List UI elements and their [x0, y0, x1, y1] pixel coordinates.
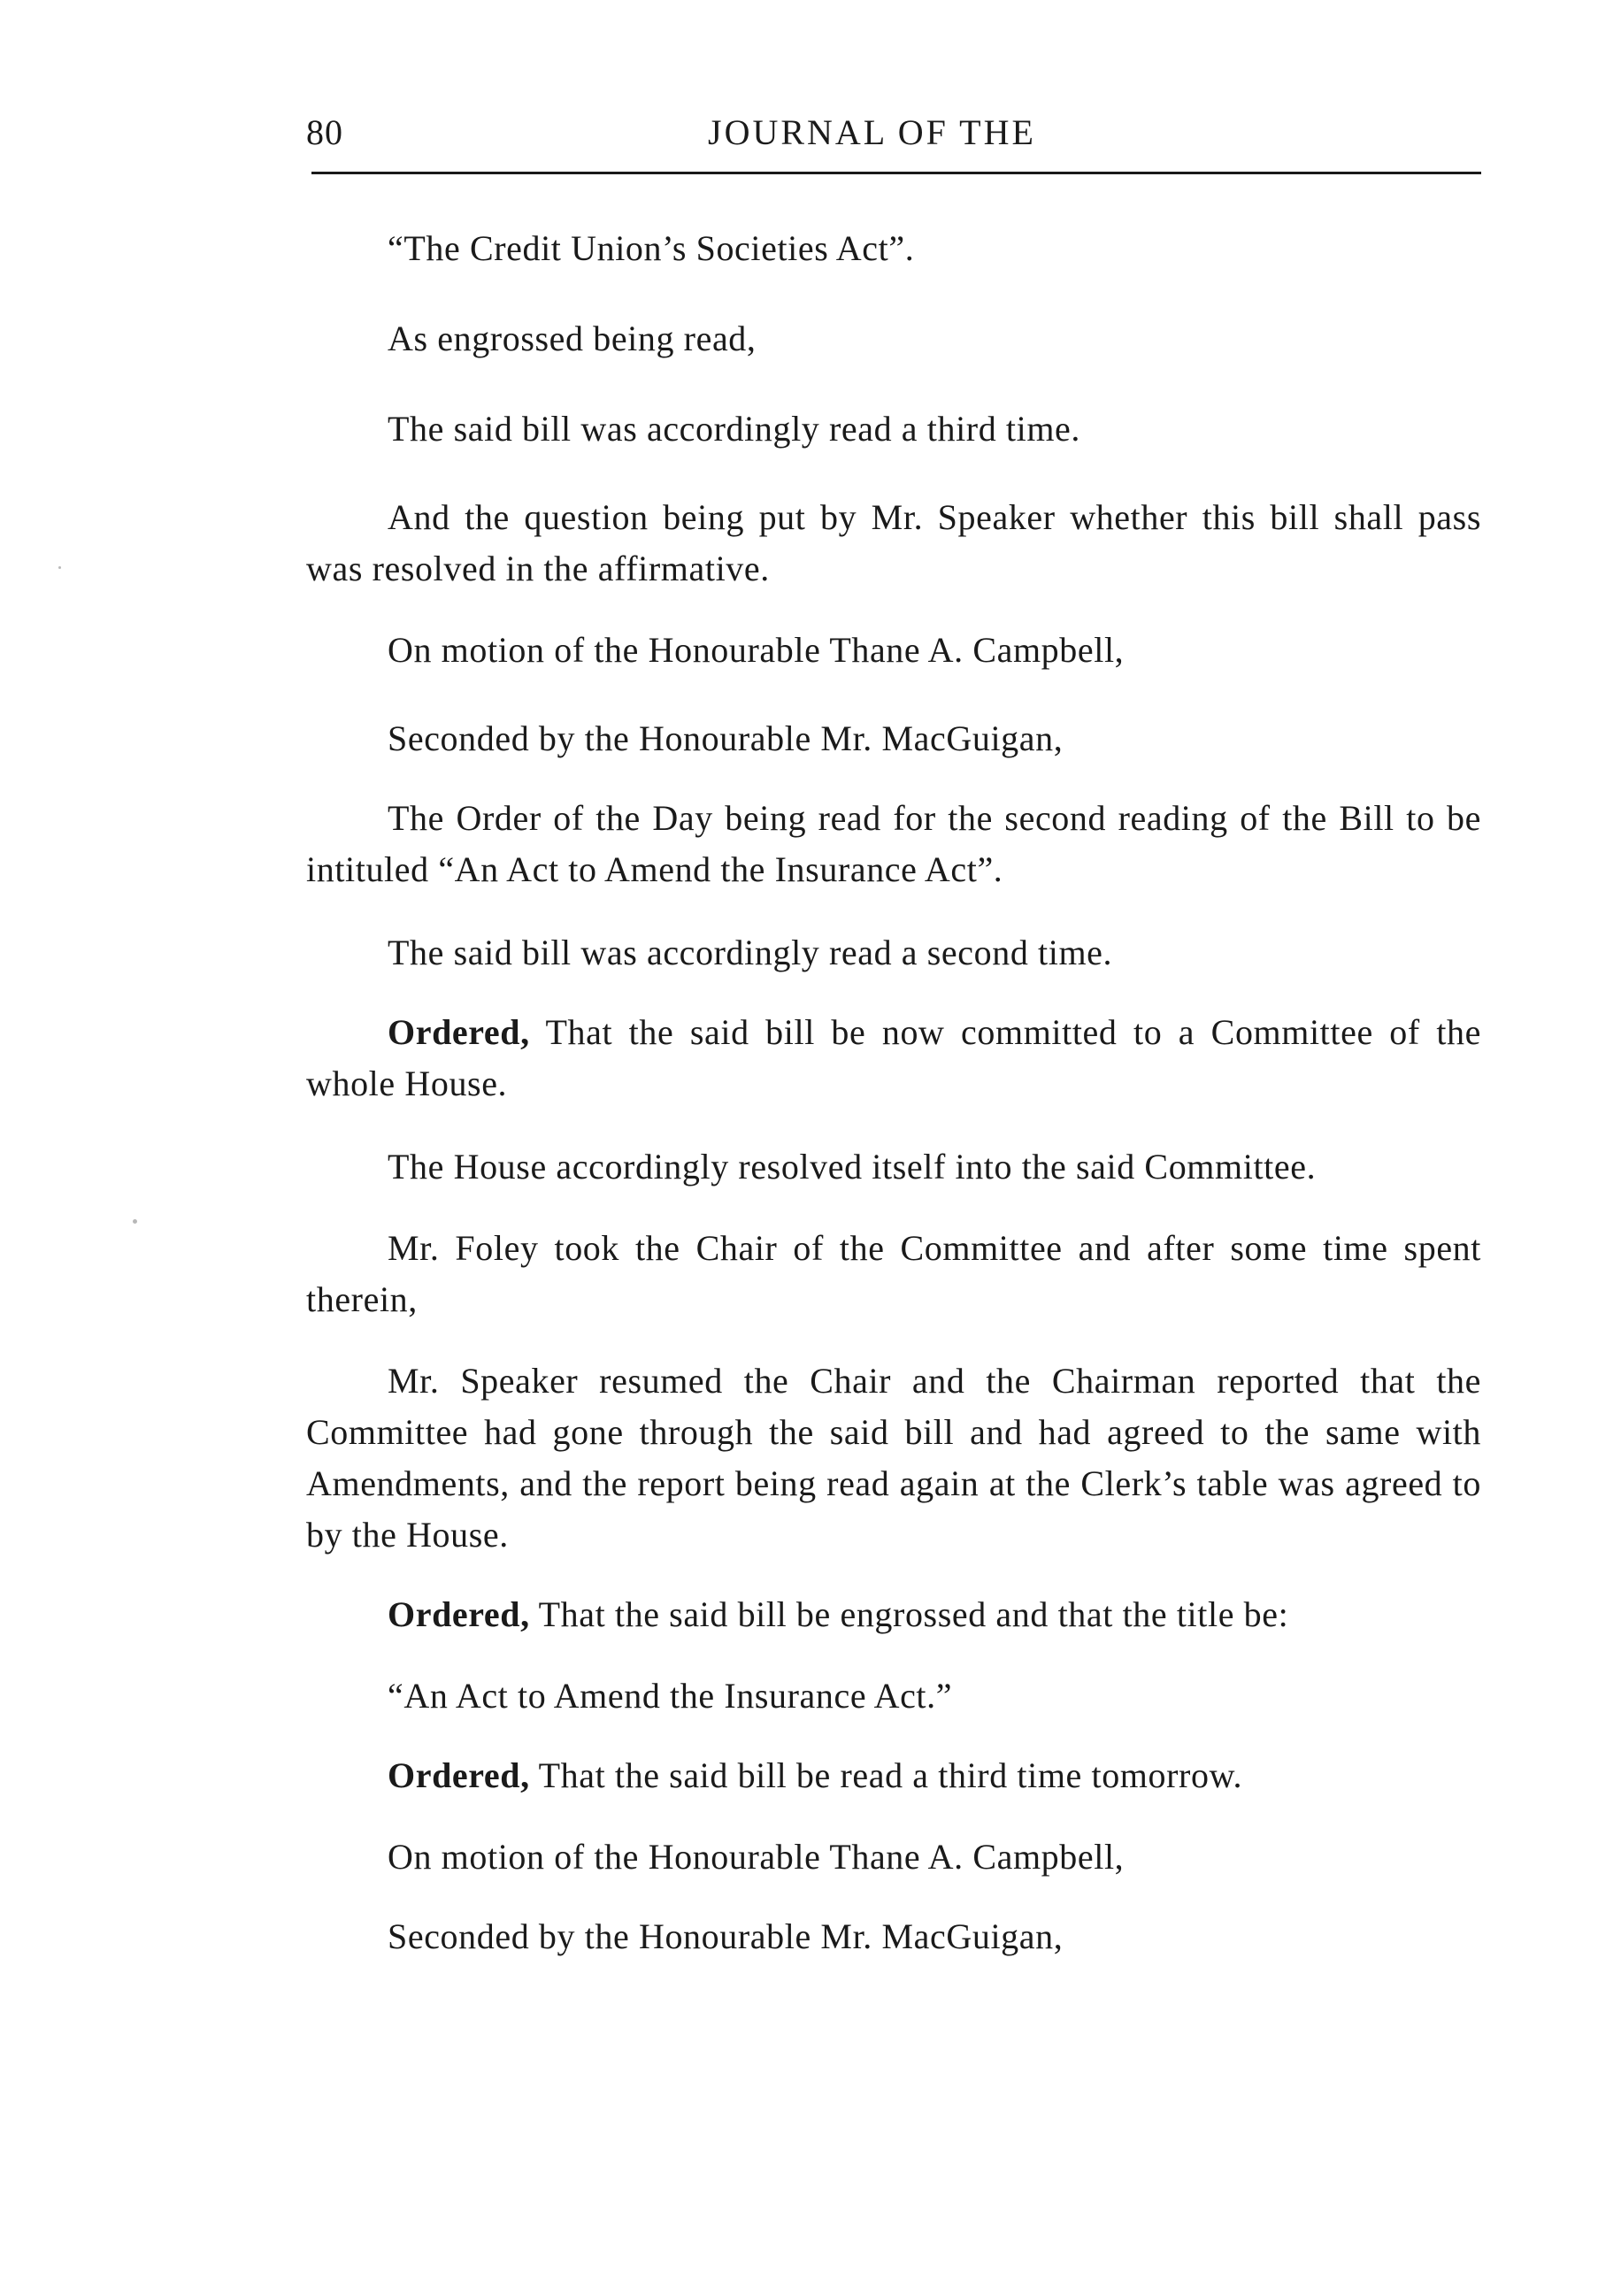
paragraph: The House accordingly resolved itself into the said Committee.: [388, 1147, 1317, 1186]
header-rule: [311, 172, 1481, 174]
paragraph: Ordered, That the said bill be read a third time tomorrow.: [388, 1755, 1243, 1795]
paper-speck: [58, 566, 61, 569]
page-header: [306, 104, 1481, 163]
paragraph: The said bill was accordingly read a third time.: [388, 409, 1080, 449]
paragraph: “An Act to Amend the Insurance Act.”: [388, 1676, 953, 1716]
paragraph: On motion of the Honourable Thane A. Campbell,: [388, 630, 1125, 670]
ordered-lead: Ordered,: [388, 1012, 530, 1052]
paragraph: Ordered, That the said bill be engrossed and that the title be:: [388, 1594, 1289, 1634]
ordered-lead: Ordered,: [388, 1755, 530, 1795]
paragraph: Ordered, That the said bill be now committed to a Committee of the whole House.: [306, 1012, 1481, 1103]
paragraph: Mr. Speaker resumed the Chair and the Chairman reported that the Committee had gone through the said bill and had agreed to the same with Amendments, and the report being read again at the Clerk’s table was agreed to by the House.: [306, 1361, 1481, 1555]
running-head: JOURNAL OF THE: [708, 112, 1036, 152]
paragraph: On motion of the Honourable Thane A. Campbell,: [388, 1837, 1125, 1877]
paragraph: As engrossed being read,: [388, 319, 757, 358]
ordered-lead: Ordered,: [388, 1594, 530, 1634]
paragraph: The said bill was accordingly read a second time.: [388, 933, 1113, 972]
paragraph: “The Credit Union’s Societies Act”.: [388, 228, 915, 268]
paragraph: Seconded by the Honourable Mr. MacGuigan,: [388, 1916, 1064, 1956]
paragraph: The Order of the Day being read for the second reading of the Bill to be intituled “An Act to Amend the Insurance Act”.: [306, 798, 1481, 889]
paragraph: Seconded by the Honourable Mr. MacGuigan,: [388, 718, 1064, 758]
paper-speck: [133, 1219, 137, 1224]
paragraph: And the question being put by Mr. Speaker whether this bill shall pass was resolved in the affirmative.: [306, 497, 1481, 588]
paragraph: Mr. Foley took the Chair of the Committee and after some time spent therein,: [306, 1228, 1481, 1319]
page-number: 80: [306, 112, 343, 152]
